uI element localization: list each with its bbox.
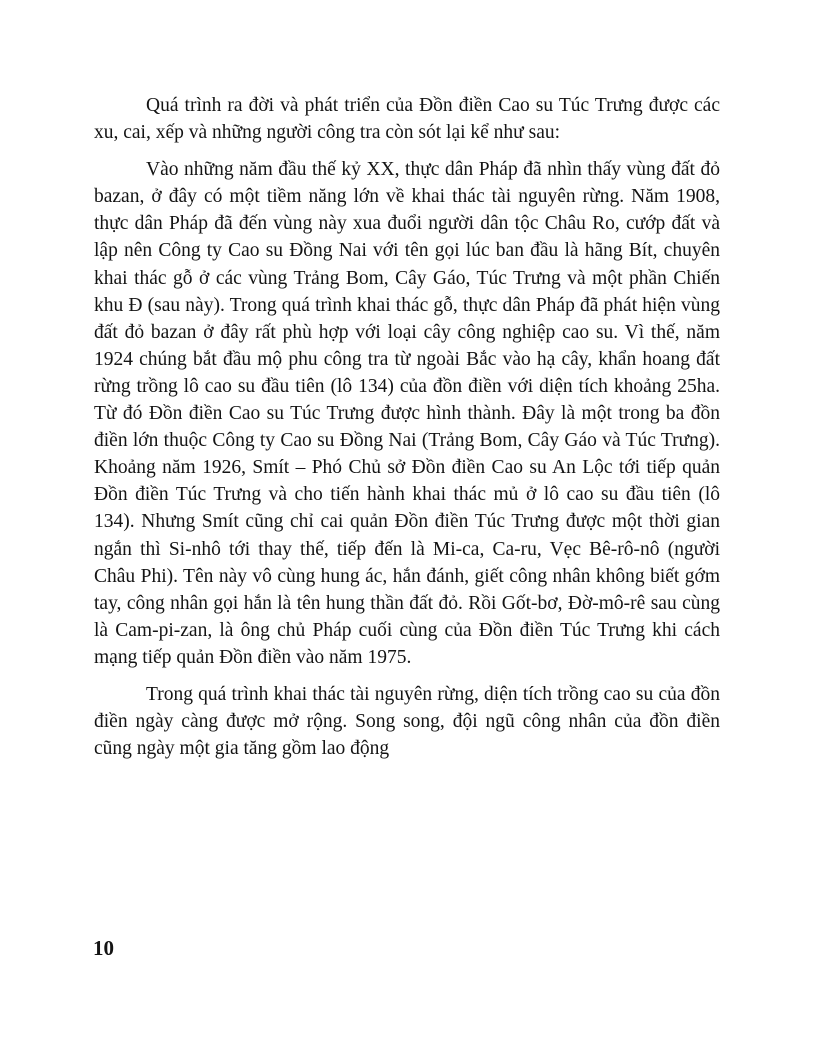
paragraph-3: Trong quá trình khai thác tài nguyên rừng, diện tích trồng cao su của đồn điền ngày càng được mở rộng. Song song, đội ngũ công nhân của đồn điền cũng ngày một gia tăng gồm lao động [94,683,720,760]
paragraph-2: Vào những năm đầu thế kỷ XX, thực dân Pháp đã nhìn thấy vùng đất đỏ bazan, ở đây có một tiềm năng lớn về khai thác tài nguyên rừng. Năm 1908, thực dân Pháp đã đến vùng này xua đuổi người dân tộc Châu Ro, cướp đất và lập nên Công ty Cao su Đồng Nai với tên gọi lúc ban đầu là hãng Bít, chuyên khai thác gỗ ở các vùng Trảng Bom, Cây Gáo, Túc Trưng và một phần Chiến khu Đ (sau này). Trong quá trình khai thác gỗ, thực dân Pháp đã phát hiện vùng đất đỏ bazan ở đây rất phù hợp với loại cây công nghiệp cao su. Vì thế, năm 1924 chúng bắt đầu mộ phu công tra từ ngoài Bắc vào hạ cây, khẩn hoang đất rừng trồng lô cao su đầu tiên (lô 134) của đồn điền với diện tích khoảng 25ha. Từ đó Đồn điền Cao su Túc Trưng được hình thành. Đây là một trong ba đồn điền lớn thuộc Công ty Cao su Đồng Nai (Trảng Bom, Cây Gáo và Túc Trưng). Khoảng năm 1926, Smít – Phó Chủ sở Đồn điền Cao su An Lộc tới tiếp quản Đồn điền Túc Trưng và cho tiến hành khai thác mủ ở lô cao su đầu tiên (lô 134). Nhưng Smít cũng chỉ cai quản Đồn điền Túc Trưng được một thời gian ngắn thì Si-nhô tới thay thế, tiếp đến là Mi-ca, Ca-ru, Vẹc Bê-rô-nô (người Châu Phi). Tên này vô cùng hung ác, hắn đánh, giết công nhân không biết gớm tay, công nhân gọi hắn là tên hung thần đất đỏ. Rồi Gốt-bơ, Đờ-mô-rê sau cùng là Cam-pi-zan, là ông chủ Pháp cuối cùng của Đồn điền Túc Trưng khi cách mạng tiếp quản Đồn điền vào năm 1975. [94,159,720,668]
paragraph-1: Quá trình ra đời và phát triển của Đồn điền Cao su Túc Trưng được các xu, cai, xếp và những người công tra còn sót lại kể như sau: [94,95,720,144]
body-text [94,92,720,772]
page-number: 10 [93,936,114,960]
